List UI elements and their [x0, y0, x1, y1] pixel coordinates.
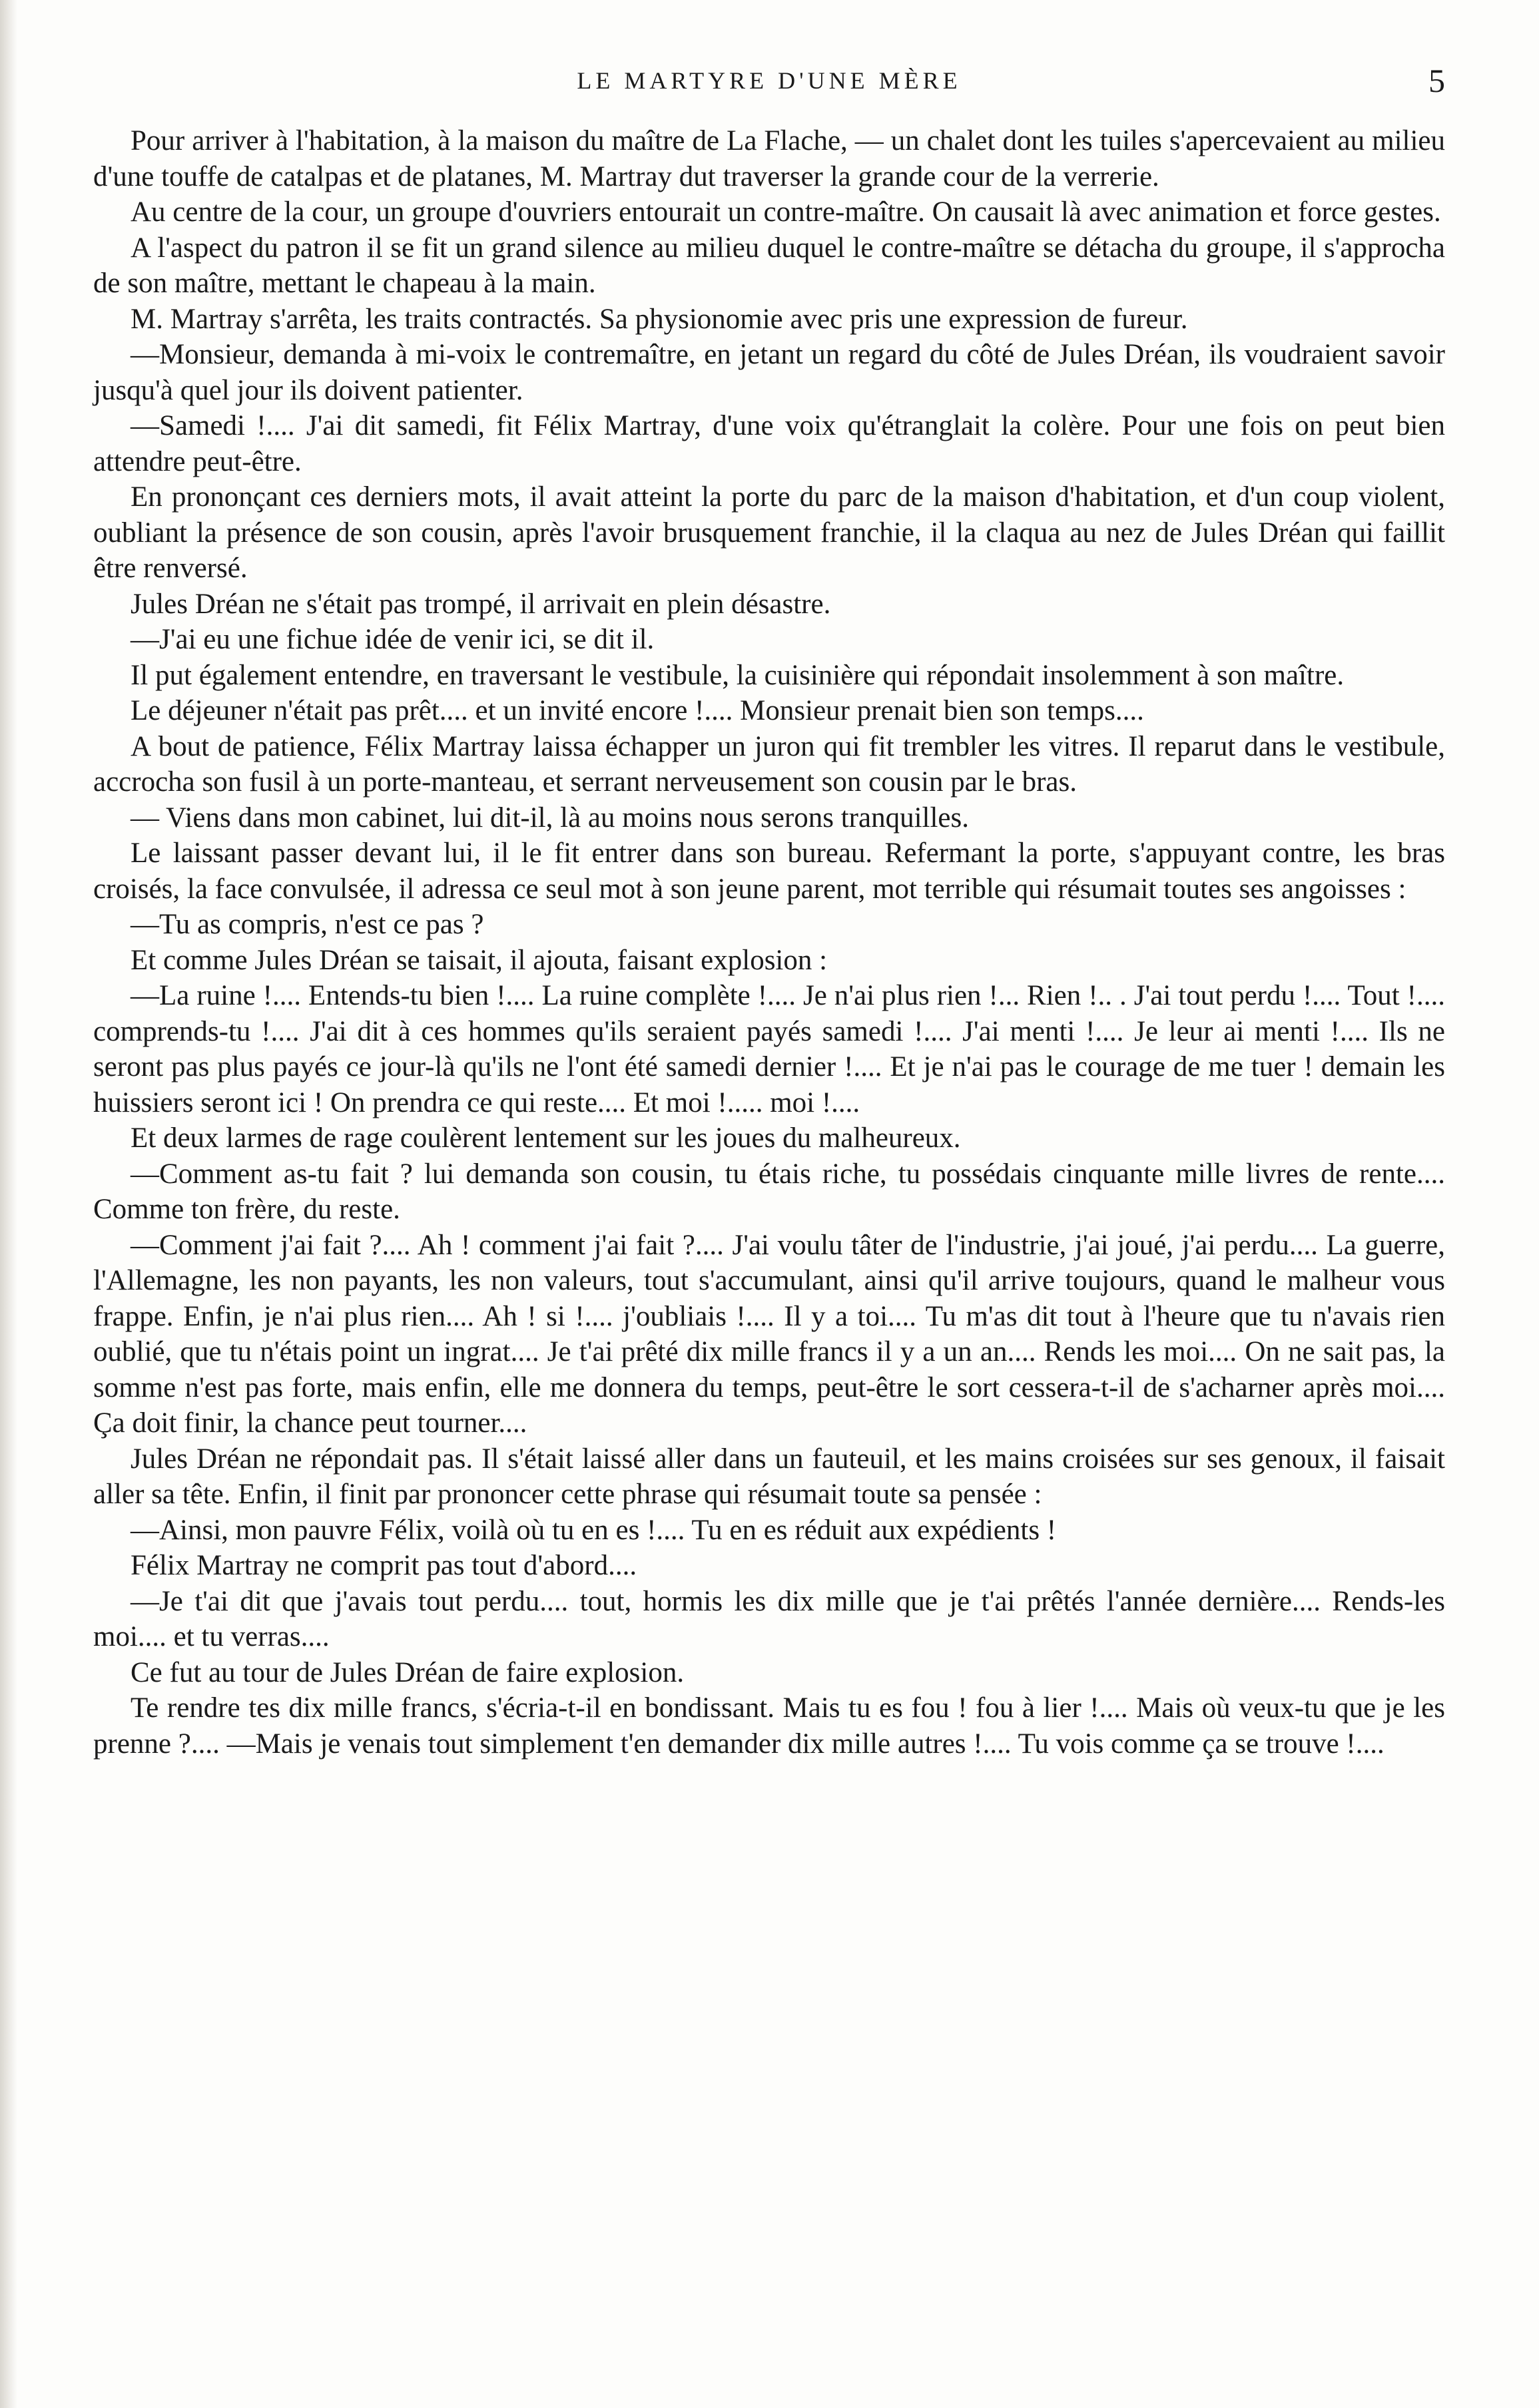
running-title: LE MARTYRE D'UNE MÈRE [577, 67, 962, 94]
paragraph: A bout de patience, Félix Martray laissa échapper un juron qui fit trembler les vitres. Il reparut dans le vestibule, accrocha son fusil à un porte-manteau, et serrant nerveusement son cousin par le bras. [93, 730, 1445, 798]
paragraph: Et deux larmes de rage coulèrent lentement sur les joues du malheureux. [131, 1122, 961, 1154]
paragraph: A l'aspect du patron il se fit un grand silence au milieu duquel le contre-maître se détacha du groupe, il s'approcha de son maître, mettant le chapeau à la main. [93, 232, 1445, 299]
paragraph: Pour arriver à l'habitation, à la maison du maître de La Flache, — un chalet dont les tuiles s'apercevaient au milieu d'une touffe de catalpas et de platanes, M. Martray dut traverser la grande cour de la verrerie. [93, 125, 1445, 192]
paragraph: —Samedi !.... J'ai dit samedi, fit Félix Martray, d'une voix qu'étranglait la colère. Pour une fois on peut bien attendre peut-être. [93, 410, 1445, 477]
paragraph: Te rendre tes dix mille francs, s'écria-t-il en bondissant. Mais tu es fou ! fou à lier !.... Mais où veux-tu que je les prenne ?.... —Mais je venais tout simplement t'en demander dix mille autres !.... Tu vois comme ça se trouve !.... [93, 1692, 1445, 1760]
paragraph: —La ruine !.... Entends-tu bien !.... La ruine complète !.... Je n'ai plus rien !... Rien !.. . J'ai tout perdu !.... Tout !.... comprends-tu !.... J'ai dit à ces hommes qu'ils seraient payés samedi !.... J'ai menti !.... Je leur ai menti !.... Ils ne seront pas plus payés ce jour-là qu'ils ne l'ont été samedi dernier !.... Et je n'ai pas le courage de me tuer ! demain les huissiers seront ici ! On prendra ce qui reste.... Et moi !..... moi !.... [93, 980, 1445, 1118]
paragraph: Le laissant passer devant lui, il le fit entrer dans son bureau. Refermant la porte, s'appuyant contre, les bras croisés, la face convulsée, il adressa ce seul mot à son jeune parent, mot terrible qui résumait toutes ses angoisses : [93, 838, 1445, 905]
paragraph: Et comme Jules Dréan se taisait, il ajouta, faisant explosion : [131, 944, 828, 976]
paragraph: — Viens dans mon cabinet, lui dit-il, là au moins nous serons tranquilles. [131, 802, 969, 834]
paragraph: —Ainsi, mon pauvre Félix, voilà où tu en es !.... Tu en es réduit aux expédients ! [131, 1514, 1057, 1546]
paragraph: Félix Martray ne comprit pas tout d'abord.... [131, 1550, 637, 1581]
paragraph: M. Martray s'arrêta, les traits contractés. Sa physionomie avec pris une expression de fureur. [131, 303, 1188, 335]
paragraph: Le déjeuner n'était pas prêt.... et un invité encore !.... Monsieur prenait bien son temps.... [131, 695, 1144, 726]
paragraph: Il put également entendre, en traversant le vestibule, la cuisinière qui répondait insolemment à son maître. [131, 659, 1345, 691]
body-text [93, 123, 1445, 1762]
paragraph: —Monsieur, demanda à mi-voix le contremaître, en jetant un regard du côté de Jules Dréan, ils voudraient savoir jusqu'à quel jour ils doivent patienter. [93, 339, 1445, 406]
paragraph: Au centre de la cour, un groupe d'ouvriers entourait un contre-maître. On causait là avec animation et force gestes. [131, 196, 1441, 228]
paragraph: Jules Dréan ne s'était pas trompé, il arrivait en plein désastre. [131, 588, 831, 620]
paragraph: —Je t'ai dit que j'avais tout perdu.... tout, hormis les dix mille que je t'ai prêtés l'année dernière.... Rends-les moi.... et tu verras.... [93, 1585, 1445, 1652]
paragraph: Jules Dréan ne répondait pas. Il s'était laissé aller dans un fauteuil, et les mains croisées sur ses genoux, il faisait aller sa tête. Enfin, il finit par prononcer cette phrase qui résumait toute sa pensée : [93, 1443, 1445, 1510]
paragraph: —Comment j'ai fait ?.... Ah ! comment j'ai fait ?.... J'ai voulu tâter de l'industrie, j'ai joué, j'ai perdu.... La guerre, l'Allemagne, les non payants, les non valeurs, tout s'accumulant, ainsi qu'il arrive toujours, quand le malheur vous frappe. Enfin, je n'ai plus rien.... Ah ! si !.... j'oubliais !.... Il y a toi.... Tu m'as dit tout à l'heure que tu n'avais rien oublié, que tu n'étais point un ingrat.... Je t'ai prêté dix mille francs il y a un an.... Rends les moi.... On ne sait pas, la somme n'est pas forte, mais enfin, elle me donnera du temps, peut-être le sort cessera-t-il de s'acharner après moi.... Ça doit finir, la chance peut tourner.... [93, 1229, 1445, 1439]
paragraph: —J'ai eu une fichue idée de venir ici, se dit il. [131, 624, 655, 655]
binding-edge [0, 0, 17, 2408]
paragraph: —Tu as compris, n'est ce pas ? [131, 909, 484, 940]
page-number: 5 [1428, 62, 1445, 99]
paragraph: Ce fut au tour de Jules Dréan de faire explosion. [131, 1656, 685, 1688]
running-head [93, 61, 1445, 101]
paragraph: En prononçant ces derniers mots, il avait atteint la porte du parc de la maison d'habitation, et d'un coup violent, oubliant la présence de son cousin, après l'avoir brusquement franchie, il la claqua au nez de Jules Dréan qui faillit être renversé. [93, 481, 1445, 584]
paragraph: —Comment as-tu fait ? lui demanda son cousin, tu étais riche, tu possédais cinquante mille livres de rente.... Comme ton frère, du reste. [93, 1158, 1445, 1225]
